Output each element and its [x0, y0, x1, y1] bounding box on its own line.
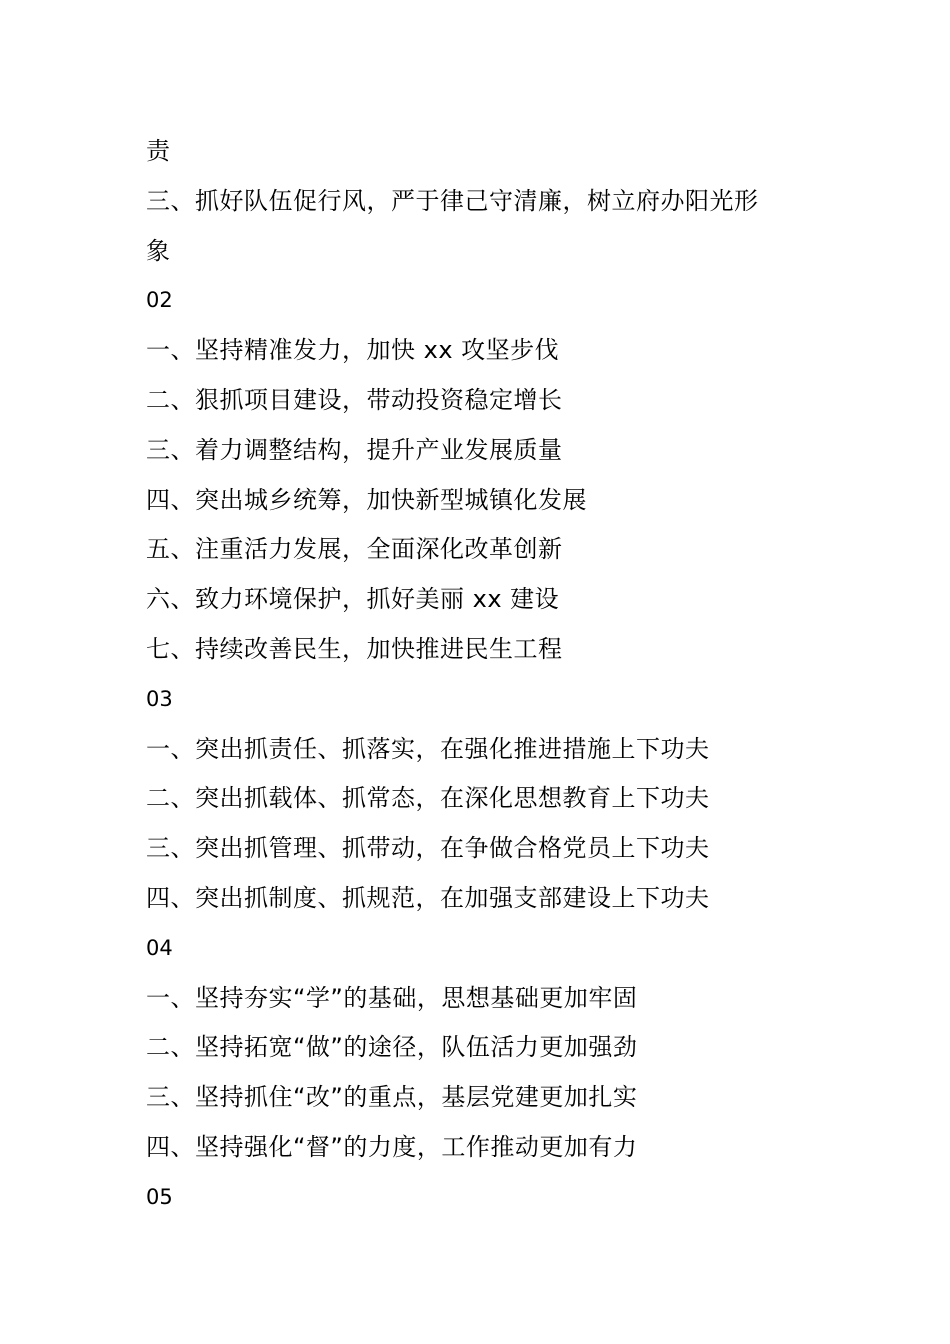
text-line: 二、坚持拓宽“做”的途径，队伍活力更加强劲 [146, 1033, 638, 1062]
section-number: 04 [146, 935, 173, 960]
text-line: 一、坚持精准发力，加快 xx 攻坚步伐 [146, 336, 560, 365]
text-line: 四、坚持强化“督”的力度，工作推动更加有力 [146, 1132, 638, 1161]
text-line: 四、突出抓制度、抓规范，在加强支部建设上下功夫 [146, 883, 710, 912]
text-line: 二、狠抓项目建设，带动投资稳定增长 [146, 385, 563, 414]
text-line: 七、持续改善民生，加快推进民生工程 [146, 634, 563, 663]
section-number: 02 [146, 288, 173, 313]
text-line: 三、着力调整结构，提升产业发展质量 [146, 435, 563, 464]
text-line: 六、致力环境保护，抓好美丽 xx 建设 [146, 585, 560, 614]
text-line: 一、坚持夯实“学”的基础，思想基础更加牢固 [146, 983, 638, 1012]
document-body [146, 127, 846, 1223]
text-line: 责 [146, 137, 171, 165]
text-line: 象 [146, 236, 171, 265]
text-line: 三、坚持抓住“改”的重点，基层党建更加扎实 [146, 1083, 638, 1112]
text-line: 一、突出抓责任、抓落实，在强化推进措施上下功夫 [146, 734, 710, 763]
text-line: 四、突出城乡统筹，加快新型城镇化发展 [146, 485, 587, 514]
section-number: 05 [146, 1184, 173, 1209]
section-number: 03 [146, 686, 173, 711]
text-line: 三、抓好队伍促行风，严于律己守清廉，树立府办阳光形 [146, 186, 759, 215]
text-line: 三、突出抓管理、抓带动，在争做合格党员上下功夫 [146, 834, 710, 863]
text-line: 五、注重活力发展，全面深化改革创新 [146, 535, 563, 564]
text-line: 二、突出抓载体、抓常态，在深化思想教育上下功夫 [146, 784, 710, 813]
